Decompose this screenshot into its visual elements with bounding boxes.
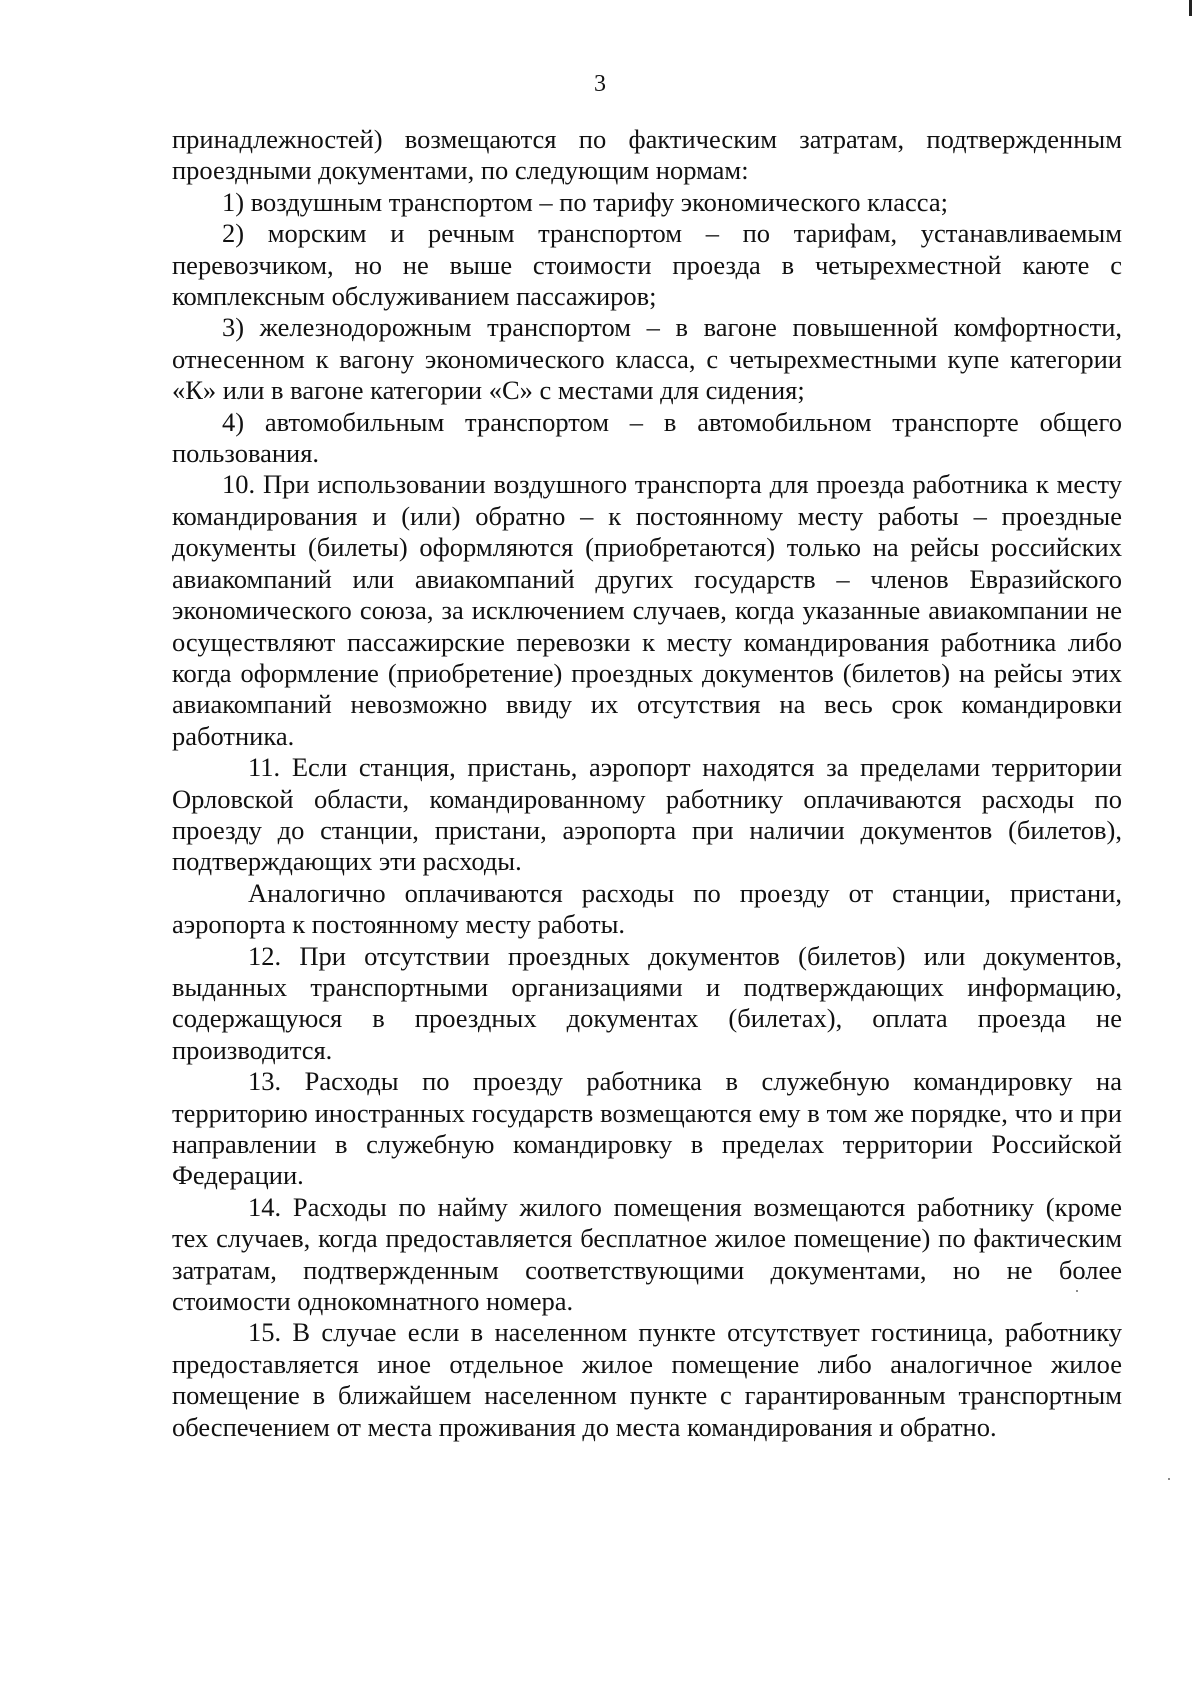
paragraph-item-3: 3) железнодорожным транспортом – в вагоне повышенной комфортности, отнесенном к вагону экономического класса, с четырехместными купе категории «К» или в вагоне категории «С» с местами для сидения;: [172, 312, 1122, 406]
paragraph-item-4: 4) автомобильным транспортом – в автомобильном транспорте общего пользования.: [172, 406, 1122, 469]
scan-speck: [1168, 1478, 1170, 1480]
page-number: 3: [594, 71, 606, 97]
scan-edge-mark: [1189, 0, 1192, 16]
paragraph-clause-10: 10. При использовании воздушного транспорта для проезда работника к месту командирования и (или) обратно – к постоянному месту работы – проездные документы (билеты) оформляются (приобретаются) только на рейсы российских авиакомпаний или авиакомпаний других государств – членов Евразийского экономического союза, за исключением случаев, когда указанные авиакомпании не осуществляют пассажирские перевозки к месту командирования работника либо когда оформление (приобретение) проездных документов (билетов) на рейсы этих авиакомпаний невозможно ввиду их отсутствия на весь срок командировки работника.: [172, 469, 1122, 751]
paragraph-clause-11-continued: Аналогично оплачиваются расходы по проезду от станции, пристани, аэропорта к постоянному месту работы.: [172, 877, 1122, 940]
paragraph-continuation: принадлежностей) возмещаются по фактическим затратам, подтвержденным проездными документами, по следующим нормам:: [172, 124, 1122, 186]
paragraph-clause-12: 12. При отсутствии проездных документов (билетов) или документов, выданных транспортными организациями и подтверждающих информацию, содержащуюся в проездных документах (билетах), оплата проезда не производится.: [172, 940, 1122, 1065]
paragraph-clause-15: 15. В случае если в населенном пункте отсутствует гостиница, работнику предоставляется иное отдельное жилое помещение либо аналогичное жилое помещение в ближайшем населенном пункте с гарантированным транспортным обеспечением от места проживания до места командирования и обратно.: [172, 1317, 1122, 1442]
paragraph-clause-13: 13. Расходы по проезду работника в служебную командировку на территорию иностранных государств возмещаются ему в том же порядке, что и при направлении в служебную командировку в пределах территории Российской Федерации.: [172, 1066, 1122, 1191]
paragraph-clause-11: 11. Если станция, пристань, аэропорт находятся за пределами территории Орловской области, командированному работнику оплачиваются расходы по проезду до станции, пристани, аэропорта при наличии документов (билетов), подтверждающих эти расходы.: [172, 752, 1122, 877]
paragraph-item-2: 2) морским и речным транспортом – по тарифам, устанавливаемым перевозчиком, но не выше стоимости проезда в четырехместной каюте с комплексным обслуживанием пассажиров;: [172, 218, 1122, 312]
document-body: [172, 124, 1122, 1443]
paragraph-item-1: 1) воздушным транспортом – по тарифу экономического класса;: [222, 186, 949, 217]
paragraph-clause-14: 14. Расходы по найму жилого помещения возмещаются работнику (кроме тех случаев, когда предоставляется бесплатное жилое помещение) по фактическим затратам, подтвержденным соответствующими документами, но не более стоимости однокомнатного номера.: [172, 1191, 1122, 1317]
